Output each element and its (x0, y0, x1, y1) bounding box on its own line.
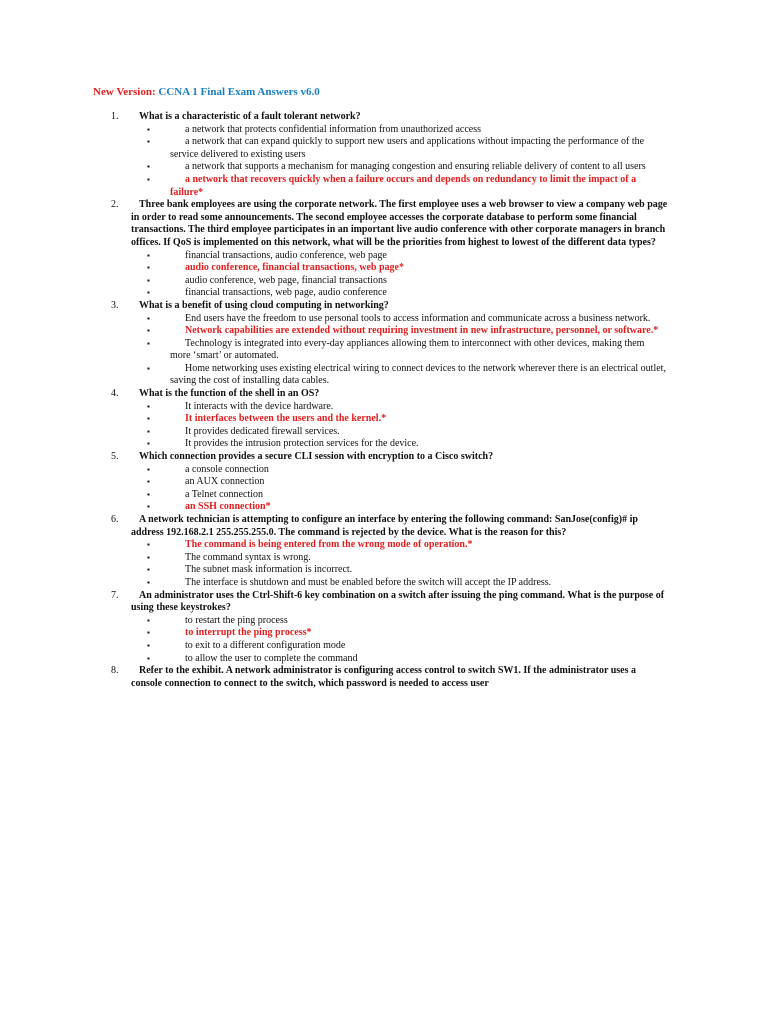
answer-option (0, 640, 768, 653)
answer-option (0, 552, 768, 565)
bullet-icon: ▪ (147, 275, 150, 285)
bullet-icon: ▪ (147, 502, 150, 512)
option-text: It provides the intrusion protection services for the device. (185, 438, 419, 450)
answer-options (0, 401, 768, 451)
bullet-icon: ▪ (147, 653, 150, 663)
bullet-icon: ▪ (147, 162, 150, 172)
answer-options (0, 539, 768, 589)
answer-option (0, 438, 768, 451)
bullet-icon: ▪ (147, 540, 150, 550)
option-text: a network that recovers quickly when a failure occurs and depends on redundancy to limit the impact of a failure* (170, 173, 637, 198)
question-number: 8. (111, 665, 119, 677)
answer-option (0, 401, 768, 414)
answer-option (0, 338, 768, 363)
bullet-icon: ▪ (147, 313, 150, 323)
option-text: audio conference, financial transactions, web page* (185, 262, 404, 274)
option-text: to restart the ping process (185, 614, 288, 626)
question-item (0, 590, 768, 666)
question-text: Which connection provides a secure CLI session with encryption to a Cisco switch? (139, 451, 494, 463)
answer-options (0, 313, 768, 389)
question-item (0, 300, 768, 388)
option-text: Network capabilities are extended without requiring investment in new infrastructure, personnel, or software.* (185, 325, 659, 337)
bullet-icon: ▪ (147, 124, 150, 134)
bullet-icon: ▪ (147, 615, 150, 625)
answer-options (0, 464, 768, 514)
answer-option (0, 426, 768, 439)
question-item (0, 514, 768, 590)
bullet-icon: ▪ (147, 174, 150, 184)
question-number: 5. (111, 451, 119, 463)
option-text: It provides dedicated firewall services. (185, 425, 340, 437)
question-text: Three bank employees are using the corporate network. The first employee uses a web browser to view a company web page in order to read some announcements. The second employee accesses the corporate database to perform some financial transactions. The third employee participates in an important live audio conference with other corporate managers in branch offices. If QoS is implemented on this network, what will be the priorities from highest to lowest of the different data types? (131, 199, 668, 248)
bullet-icon: ▪ (147, 439, 150, 449)
answer-option (0, 653, 768, 666)
question-item (0, 451, 768, 514)
answer-option (0, 489, 768, 502)
answer-options (0, 124, 768, 200)
option-text: a console connection (185, 463, 269, 475)
option-text: Technology is integrated into every-day appliances allowing them to interconnect with other devices, making them more ‘smart’ or automated. (170, 337, 645, 362)
option-text: The subnet mask information is incorrect. (185, 564, 353, 576)
answer-option (0, 313, 768, 326)
option-text: It interacts with the device hardware. (185, 400, 334, 412)
question-number: 6. (111, 514, 119, 525)
bullet-icon: ▪ (147, 426, 150, 436)
option-text: audio conference, web page, financial transactions (185, 274, 387, 286)
option-text: to interrupt the ping process* (185, 627, 312, 639)
answer-option (0, 250, 768, 263)
answer-option (0, 577, 768, 590)
question-number: 1. (111, 111, 119, 122)
question-text: A network technician is attempting to configure an interface by entering the following command: SanJose(config)# ip address 192.168.2.1 255.255.255.0. The command is rejected by the device. What is the reason for this? (131, 514, 638, 538)
option-text: a network that supports a mechanism for managing congestion and ensuring reliable delivery of content to all users (185, 161, 646, 173)
option-text: to allow the user to complete the command (185, 652, 358, 664)
bullet-icon: ▪ (147, 552, 150, 562)
correct-answer-option (0, 174, 768, 199)
bullet-icon: ▪ (147, 401, 150, 411)
option-text: The interface is shutdown and must be enabled before the switch will accept the IP address. (185, 576, 552, 588)
question-item (0, 665, 768, 690)
question-item (0, 199, 768, 300)
question-list (0, 111, 768, 690)
exam-answers-link[interactable]: CCNA 1 Final Exam Answers v6.0 (158, 86, 320, 98)
option-text: End users have the freedom to use personal tools to access information and communicate across a business network. (185, 312, 651, 324)
bullet-icon: ▪ (147, 640, 150, 650)
option-text: an AUX connection (185, 476, 265, 488)
option-text: financial transactions, audio conference, web page (185, 249, 387, 261)
answer-option (0, 476, 768, 489)
question-text: What is the function of the shell in an OS? (139, 388, 320, 400)
version-label: New Version: (93, 86, 156, 98)
question-text: An administrator uses the Ctrl-Shift-6 key combination on a switch after issuing the ping command. What is the purpose of using these keystrokes? (131, 589, 665, 614)
bullet-icon: ▪ (147, 577, 150, 587)
answer-option (0, 124, 768, 137)
answer-options (0, 250, 768, 300)
option-text: financial transactions, web page, audio conference (185, 287, 387, 299)
answer-option (0, 287, 768, 300)
bullet-icon: ▪ (147, 489, 150, 499)
question-text: Refer to the exhibit. A network administrator is configuring access control to switch SW1. If the administrator uses a console connection to connect to the switch, which password is needed to access user (131, 665, 637, 689)
answer-option (0, 615, 768, 628)
bullet-icon: ▪ (147, 263, 150, 273)
bullet-icon: ▪ (147, 628, 150, 638)
bullet-icon: ▪ (147, 137, 150, 147)
bullet-icon: ▪ (147, 250, 150, 260)
bullet-icon: ▪ (147, 565, 150, 575)
correct-answer-option (0, 262, 768, 275)
question-number: 7. (111, 589, 119, 601)
option-text: a network that protects confidential information from unauthorized access (185, 123, 482, 135)
correct-answer-option (0, 539, 768, 552)
correct-answer-option (0, 413, 768, 426)
answer-options (0, 615, 768, 665)
option-text: It interfaces between the users and the kernel.* (185, 413, 387, 425)
question-number: 4. (111, 388, 119, 400)
bullet-icon: ▪ (147, 464, 150, 474)
answer-option (0, 363, 768, 388)
answer-option (0, 161, 768, 174)
correct-answer-option (0, 627, 768, 640)
answer-option (0, 564, 768, 577)
option-text: an SSH connection* (185, 501, 271, 513)
question-item (0, 388, 768, 451)
question-number: 3. (111, 299, 119, 311)
bullet-icon: ▪ (147, 338, 150, 348)
answer-option (0, 275, 768, 288)
bullet-icon: ▪ (147, 326, 150, 336)
option-text: Home networking uses existing electrical wiring to connect devices to the network wherever there is an electrical outlet, saving the cost of installing data cables. (170, 362, 666, 387)
question-number: 2. (111, 199, 119, 211)
correct-answer-option (0, 501, 768, 514)
bullet-icon: ▪ (147, 414, 150, 424)
question-text: What is a benefit of using cloud computing in networking? (139, 299, 389, 311)
version-header (93, 86, 320, 98)
question-item (0, 111, 768, 199)
bullet-icon: ▪ (147, 477, 150, 487)
correct-answer-option (0, 325, 768, 338)
question-text: What is a characteristic of a fault tolerant network? (139, 111, 361, 122)
option-text: a network that can expand quickly to support new users and applications without impacting the performance of the service delivered to existing users (170, 136, 645, 160)
option-text: The command is being entered from the wrong mode of operation.* (185, 539, 473, 551)
option-text: a Telnet connection (185, 488, 263, 500)
option-text: The command syntax is wrong. (185, 551, 311, 563)
option-text: to exit to a different configuration mode (185, 639, 346, 651)
answer-option (0, 464, 768, 477)
bullet-icon: ▪ (147, 288, 150, 298)
answer-option (0, 136, 768, 161)
bullet-icon: ▪ (147, 363, 150, 373)
